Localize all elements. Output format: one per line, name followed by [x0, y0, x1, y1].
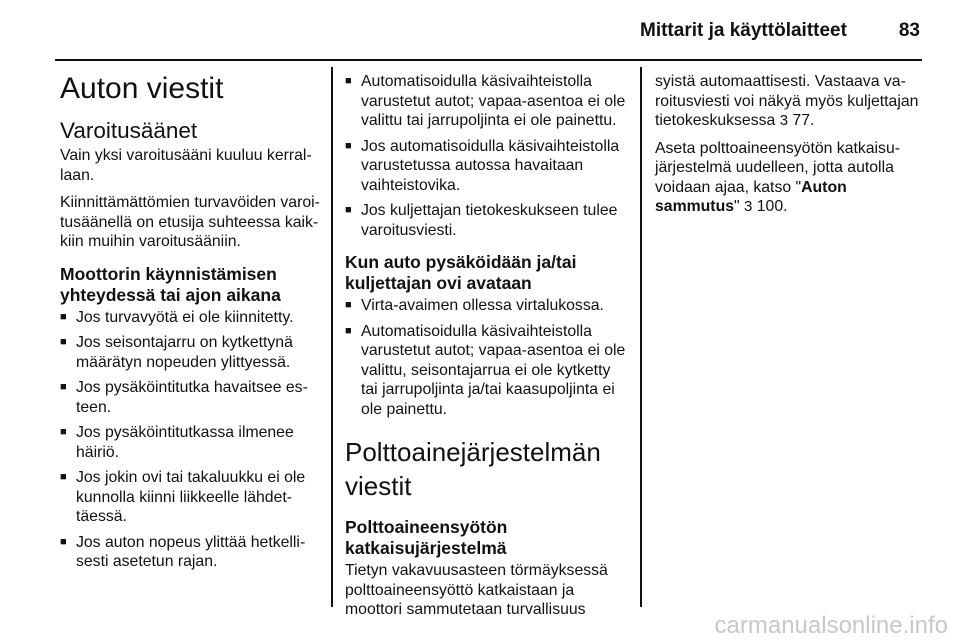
- bullet-list: [345, 72, 630, 240]
- page-reference-icon: 3: [779, 112, 789, 129]
- header-divider: [55, 59, 922, 61]
- list-item: ■ Jos turvavyötä ei ole kiinnitetty.: [60, 308, 323, 328]
- page-reference[interactable]: 100.: [756, 198, 788, 215]
- watermark: carmanualsonline.info: [714, 612, 948, 639]
- list-item: ■ Automatisoidulla käsivaihteistolla varustetut autot; vapaa-asentoa ei ole valittu tai jarrupoljinta ei ole painettu.: [345, 72, 630, 131]
- section-title: Polttoainejärjestelmän viestit: [345, 437, 601, 501]
- column-1: [60, 72, 323, 578]
- paragraph: Tietyn vakavuusasteen törmäyksessä polttoaineensyöttö katkaistaan ja moottori sammutetaan turvallisuus: [345, 562, 608, 618]
- page-reference-icon: 3: [744, 198, 753, 215]
- bullet-list: [345, 296, 630, 419]
- paragraph-text: ": [734, 198, 740, 215]
- paragraph-text: Aseta polttoaineensyötön katkaisujärjestelmä uudelleen, jotta autolla voidaan ajaa, katso ": [655, 139, 901, 196]
- cross-reference-title: Auton sammutus: [655, 178, 847, 215]
- list-item: ■ Jos automatisoidulla käsivaihteistolla varustetussa autossa havaitaan vaihteistovika.: [345, 137, 630, 196]
- page-header-title: Mittarit ja käyttölaitteet: [640, 20, 847, 41]
- bullet-list: [60, 308, 323, 572]
- column-3: [655, 72, 930, 225]
- list-item: ■ Jos jokin ovi tai takaluukku ei ole kunnolla kiinni liikkeelle lähdettäessä.: [60, 468, 323, 527]
- list-item: ■ Jos pysäköintitutkassa ilmenee häiriö.: [60, 423, 323, 462]
- list-item: ■ Jos kuljettajan tietokeskukseen tulee varoitusviesti.: [345, 201, 630, 240]
- page-number: 83: [898, 20, 920, 41]
- section-title: Auton viestit: [60, 72, 224, 105]
- sub-heading: Kun auto pysäköidään ja/tai kuljettajan ovi avataan: [345, 252, 577, 293]
- paragraph: [655, 139, 930, 217]
- column-divider: [640, 67, 642, 607]
- list-item: ■ Jos pysäköintitutka havaitsee esteen.: [60, 378, 323, 417]
- subsection-title: Varoitusäänet: [60, 118, 198, 143]
- column-divider: [331, 67, 333, 607]
- paragraph-text: syistä automaattisesti. Vastaava varoitusviesti voi näkyä myös kuljettajan tietokeskuksessa: [655, 73, 919, 129]
- column-2: [345, 72, 630, 628]
- sub-heading: Moottorin käynnistämisen yhteydessä tai ajon aikana: [60, 263, 281, 305]
- list-item: ■ Jos seisontajarru on kytkettynä määrätyn nopeuden ylittyessä.: [60, 333, 323, 372]
- list-item: ■ Virta-avaimen ollessa virtalukossa.: [345, 296, 630, 316]
- list-item: ■ Automatisoidulla käsivaihteistolla varustetut autot; vapaa-asentoa ei ole valittu, seisontajarrua ei ole kytketty tai jarrupoljinta ja/tai kaasupoljinta ei ole painettu.: [345, 322, 630, 420]
- paragraph: Vain yksi varoitusääni kuuluu kerrallaan.: [60, 147, 312, 184]
- paragraph: Kiinnittämättömien turvavöiden varoitusäänellä on etusija suhteessa kaikkiin muihin varoitusääniin.: [60, 194, 320, 250]
- sub-heading: Polttoaineensyötön katkaisujärjestelmä: [345, 517, 508, 558]
- page-reference[interactable]: 77.: [792, 112, 815, 129]
- list-item: ■ Jos auton nopeus ylittää hetkellisesti asetetun rajan.: [60, 533, 323, 572]
- paragraph: [655, 72, 930, 131]
